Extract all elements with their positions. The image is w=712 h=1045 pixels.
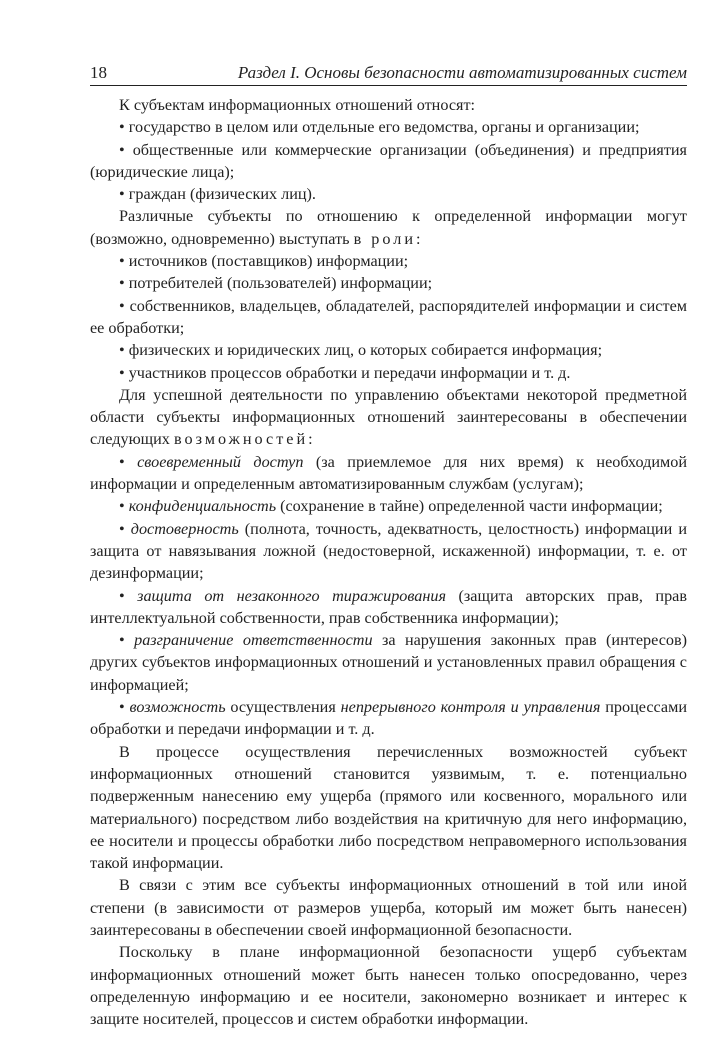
paragraph: Для успешной деятельности по управлению объектами некоторой предметной области субъекты информационных отношений заинтересованы в обеспечении следующих возможностей:: [90, 385, 687, 449]
bullet-item: • источников (поставщиков) информации;: [119, 252, 409, 271]
bullet-item: • граждан (физических лиц).: [119, 185, 316, 204]
italic-term: конфиденциальность: [128, 497, 277, 516]
italic-term: разграничение ответственности: [134, 631, 373, 650]
spaced-term: возможностей: [173, 430, 309, 449]
spaced-term: в роли: [353, 229, 416, 248]
paragraph: К субъектам информационных отношений относят:: [119, 96, 476, 114]
bullet-item: • общественные или коммерческие организации (объединения) и предприятия (юридические лица);: [90, 140, 687, 181]
running-title: Раздел I. Основы безопасности автоматизированных систем: [237, 63, 687, 82]
page-body: [90, 94, 687, 1030]
bullet-item: • собственников, владельцев, обладателей, распорядителей информации и систем ее обработки;: [90, 296, 687, 337]
paragraph: Различные субъекты по отношению к определенной информации могут (возможно, одновременно) выступать в роли:: [90, 207, 687, 248]
paragraph: В связи с этим все субъекты информационных отношений в той или иной степени (в зависимости от размеров ущерба, который им может быть нанесен) заинтересованы в обеспечении своей информационной безопасности.: [90, 876, 687, 939]
running-header: [90, 62, 687, 86]
bullet-item: • участников процессов обработки и передачи информации и т. д.: [119, 363, 571, 382]
bullet-item: • государство в целом или отдельные его ведомства, органы и организации;: [119, 118, 640, 137]
bullet-item: • разграничение ответственности за нарушения законных прав (интересов) других субъектов информационных отношений и установленных правил обращения с информацией;: [90, 631, 688, 694]
bullet-item: • защита от незаконного тиражирования (защита авторских прав, прав интеллектуальной собственности, прав собственника информации);: [90, 586, 687, 627]
book-page: [90, 62, 687, 1030]
italic-term: непрерывного контроля и управления: [340, 698, 601, 717]
italic-term: своевременный доступ: [137, 452, 304, 471]
bullet-item: • достоверность (полнота, точность, адекватность, целостность) информации и защита от навязывания ложной (недостоверной, искаженной) информации, т. е. от дезинформации;: [90, 519, 687, 583]
italic-term: возможность: [129, 698, 226, 717]
page-number: 18: [90, 63, 107, 82]
paragraph: В процессе осуществления перечисленных возможностей субъект информационных отношений становится уязвимым, т. е. потенциально подверженным нанесению ему ущерба (прямого или косвенного, морального или материального) посредством либо воздействия на критичную для него информацию, ее носители и процессы обработки либо посредством неправомерного использования такой информации.: [90, 742, 687, 873]
italic-term: защита от незаконного тиражирования: [137, 586, 447, 605]
bullet-item: • потребителей (пользователей) информации;: [119, 274, 433, 293]
paragraph: Поскольку в плане информационной безопасности ущерб субъектам информационных отношений может быть нанесен только опосредованно, через определенную информацию и ее носители, закономерно возникает и интерес к защите носителей, процессов и систем обработки информации.: [90, 943, 687, 1029]
bullet-item: • физических и юридических лиц, о которых собирается информация;: [119, 341, 603, 360]
italic-term: достоверность: [130, 519, 239, 538]
bullet-item: • конфиденциальность (сохранение в тайне) определенной части информации;: [119, 497, 663, 516]
bullet-item: • своевременный доступ (за приемлемое для них время) к необходимой информации и определенным автоматизированным службам (услугам);: [90, 452, 687, 494]
bullet-item: • возможность осуществления непрерывного контроля и управления процессами обработки и передачи информации и т. д.: [90, 698, 687, 739]
